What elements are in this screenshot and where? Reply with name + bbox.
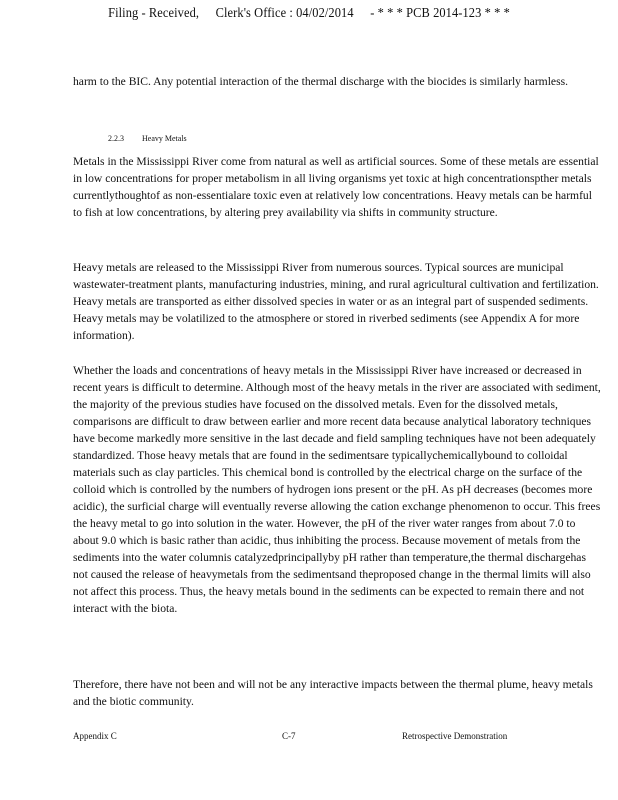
paragraph-biocides-conclusion xyxy=(73,73,603,90)
footer-document-title: Retrospective Demonstration xyxy=(402,731,508,741)
section-heading xyxy=(108,134,187,143)
paragraph-text: Therefore, there have not been and will not be any interactive impacts between the thermal plume, heavy metals and the biotic community. xyxy=(73,678,593,708)
page-footer xyxy=(73,731,603,745)
paragraph-text: Metals in the Mississippi River come from natural as well as artificial sources. Some of these metals are essential in low concentrations for proper metabolism in all living organisms yet toxic at high concentrationspther metals currentlythoughtof as non-essentialare toxic even at relatively low concentrations. Heavy metals can be harmful to fish at low concentrations, by altering prey availability via shifts in community structure. xyxy=(73,155,599,219)
page-number: C-7 xyxy=(282,731,296,741)
filing-status: Filing - Received, xyxy=(108,5,200,20)
section-title: Heavy Metals xyxy=(142,134,187,143)
clerk-office-date: Clerk's Office : 04/02/2014 xyxy=(215,5,354,20)
paragraph-metal-sources xyxy=(73,153,603,221)
paragraph-loads-and-ph xyxy=(73,362,603,617)
paragraph-conclusion xyxy=(73,676,603,710)
docket-number: - * * * PCB 2014-123 * * * xyxy=(370,5,510,20)
paragraph-text: harm to the BIC. Any potential interaction of the thermal discharge with the biocides is similarly harmless. xyxy=(73,75,568,88)
filing-stamp-header xyxy=(25,5,594,21)
footer-appendix: Appendix C xyxy=(73,731,117,741)
section-number: 2.2.3 xyxy=(108,134,124,143)
paragraph-release-sources xyxy=(73,259,603,344)
paragraph-text: Whether the loads and concentrations of heavy metals in the Mississippi River have increased or decreased in recent years is difficult to determine. Although most of the heavy metals in the river are associated with sediment, the majority of the previous studies have focused on the dissolved metals. Even for the dissolved metals, comparisons are difficult to draw between earlier and more recent data because analytical laboratory techniques have become markedly more sensitive in the last decade and field sampling techniques have not been adequately standardized. Those heavy metals that are found in the sedimentsare typicallychemicallybound to colloidal materials such as clay particles. This chemical bond is controlled by the electrical charge on the surface of the colloid which is controlled by the numbers of hydrogen ions present or the pH. As pH decreases (becomes more acidic), the surficial charge will eventually reverse allowing the cation exchange phenomenon to occur. This frees the heavy metal to go into solution in the water. However, the pH of the river water ranges from about 7.0 to about 9.0 which is basic rather than acidic, thus inhibiting the process. Because movement of metals from the sediments into the water columnis catalyzedprincipallyby pH rather than temperature,the thermal dischargehas not caused the release of heavymetals from the sedimentsand theproposed change in the thermal limits will also not affect this process. Thus, the heavy metals bound in the sediments can be expected to remain there and not interact with the biota. xyxy=(73,364,601,615)
paragraph-text: Heavy metals are released to the Mississippi River from numerous sources. Typical sources are municipal wastewater-treatment plants, manufacturing industries, mining, and rural agricultural cultivation and fertilization. Heavy metals are transported as either dissolved species in water or as an integral part of suspended sediments. Heavy metals may be volatilized to the atmosphere or stored in riverbed sediments (see Appendix A for more information). xyxy=(73,261,599,342)
